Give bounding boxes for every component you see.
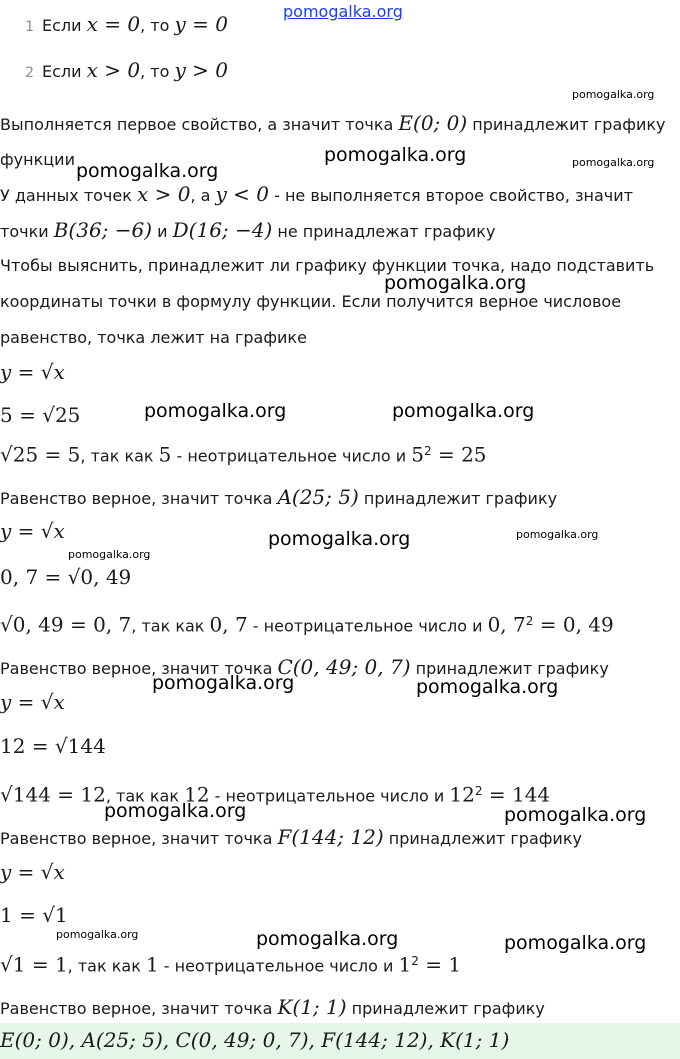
formula-line: √25 = 5, так как 5 - неотрицательное число и $5^2 = 25$ [0,442,487,467]
text-line: координаты точки в формулу функции. Если получится верное числовое [0,292,622,311]
text-line: Равенство верное, значит точка F(144; 12) принадлежит графику [0,825,582,849]
watermark: pomogalka.org [572,88,655,101]
formula: y = √x [0,360,65,384]
text-line: У данных точек x > 0, а y < 0 - не выполняется второе свойство, значит [0,182,633,206]
formula: 0, 7 = √0, 49 [0,565,132,589]
list-item: 2 Если x > 0, то y > 0 [0,60,228,83]
list-number: 2 [25,65,34,81]
watermark: pomogalka.org [56,928,139,941]
formula: 12 = √144 [0,734,106,758]
watermark: pomogalka.org [268,528,411,550]
formula: 1 = √1 [0,903,68,927]
formula: y = √x [0,690,65,714]
watermark: pomogalka.org [384,272,527,294]
watermark: pomogalka.org [144,400,287,422]
text-line: Выполняется первое свойство, а значит точка E(0; 0) принадлежит графику [0,111,666,135]
watermark: pomogalka.org [516,528,599,541]
formula-line: √0, 49 = 0, 7, так как 0, 7 - неотрицательное число и 0, $7^2 = 0$, 49 [0,612,614,637]
watermark: pomogalka.org [104,800,247,822]
watermark: pomogalka.org [256,928,399,950]
formula: 5 = √25 [0,403,81,427]
list-item: 1 Если x = 0, то y = 0 [0,14,228,37]
watermark: pomogalka.org [504,932,647,954]
text-line: Равенство верное, значит точка K(1; 1) принадлежит графику [0,995,545,1019]
watermark: pomogalka.org [572,156,655,169]
formula-line: √144 = 12, так как 12 - неотрицательное число и $12^2 = 144$ [0,782,551,807]
watermark: pomogalka.org [324,144,467,166]
text-line: функции [0,150,75,169]
formula-line: √1 = 1, так как 1 - неотрицательное число и $1^2 = 1$ [0,952,462,977]
text-line: точки B(36; −6) и D(16; −4) не принадлежат графику [0,218,496,242]
watermark: pomogalka.org [392,400,535,422]
text-line: равенство, точка лежит на графике [0,328,307,347]
watermark: pomogalka.org [152,672,295,694]
watermark: pomogalka.org [76,160,219,182]
answer-box [0,1023,680,1059]
watermark-link[interactable]: pomogalka.org [283,2,403,21]
text-line: Равенство верное, значит точка C(0, 49; 0, 7) принадлежит графику [0,655,609,679]
formula: y = √x [0,860,65,884]
watermark: pomogalka.org [504,804,647,826]
watermark: pomogalka.org [416,676,559,698]
text-line: Равенство верное, значит точка A(25; 5) принадлежит графику [0,485,558,509]
answer-text: E(0; 0), A(25; 5), C(0, 49; 0, 7), F(144; 12), K(1; 1) [0,1028,510,1052]
text-line: Чтобы выяснить, принадлежит ли графику функции точка, надо подставить [0,256,655,275]
formula: y = √x [0,519,65,543]
watermark: pomogalka.org [68,548,151,561]
list-number: 1 [25,19,34,35]
